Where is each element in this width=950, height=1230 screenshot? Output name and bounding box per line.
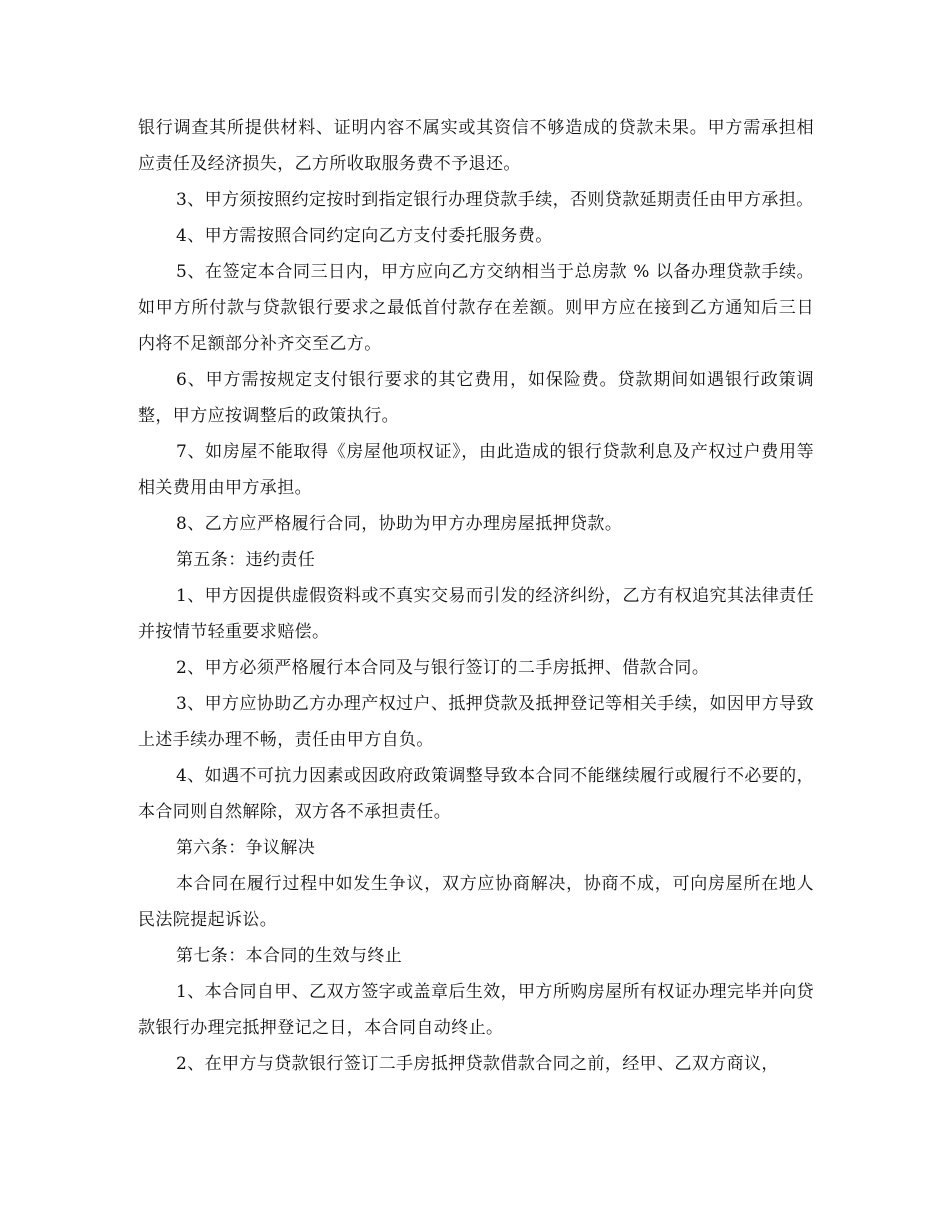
- clause-4-item-6: 6、甲方需按规定支付银行要求的其它费用，如保险费。贷款期间如遇银行政策调整，甲方应按调整后的政策执行。: [138, 370, 814, 426]
- clause-4-item-4: 4、甲方需按照合同约定向乙方支付委托服务费。: [176, 226, 553, 246]
- document-body: [138, 110, 814, 1082]
- clause-7-item-1: 1、本合同自甲、乙双方签字或盖章后生效，甲方所购房屋所有权证办理完毕并向贷款银行办理完抵押登记之日，本合同自动终止。: [138, 982, 814, 1038]
- clause-5-item-1: 1、甲方因提供虚假资料或不真实交易而引发的经济纠纷，乙方有权追究其法律责任并按情节轻重要求赔偿。: [138, 586, 814, 642]
- section-heading-5: 第五条：违约责任: [176, 550, 316, 570]
- section-heading-6: 第六条：争议解决: [176, 838, 316, 858]
- clause-5-item-4: 4、如遇不可抗力因素或因政府政策调整导致本合同不能继续履行或履行不必要的，本合同则自然解除，双方各不承担责任。: [138, 766, 814, 822]
- clause-4-item-3: 3、甲方须按照约定按时到指定银行办理贷款手续，否则贷款延期责任由甲方承担。: [176, 190, 814, 210]
- section-heading-7: 第七条：本合同的生效与终止: [176, 946, 403, 966]
- clause-4-item-5: 5、在签定本合同三日内，甲方应向乙方交纳相当于总房款 % 以备办理贷款手续。如甲方所付款与贷款银行要求之最低首付款存在差额。则甲方应在接到乙方通知后三日内将不足额部分补齐交至乙方。: [138, 262, 814, 354]
- clause-4-item-8: 8、乙方应严格履行合同，协助为甲方办理房屋抵押贷款。: [176, 514, 623, 534]
- clause-6-body: 本合同在履行过程中如发生争议，双方应协商解决，协商不成，可向房屋所在地人民法院提起诉讼。: [138, 874, 814, 930]
- clause-5-item-3: 3、甲方应协助乙方办理产权过户、抵押贷款及抵押登记等相关手续，如因甲方导致上述手续办理不畅，责任由甲方自负。: [138, 694, 814, 750]
- clause-7-item-2: 2、在甲方与贷款银行签订二手房抵押贷款借款合同之前，经甲、乙双方商议，: [176, 1054, 779, 1074]
- clause-4-item-7: 7、如房屋不能取得《房屋他项权证》，由此造成的银行贷款利息及产权过户费用等相关费用由甲方承担。: [138, 442, 814, 498]
- clause-5-item-2: 2、甲方必须严格履行本合同及与银行签订的二手房抵押、借款合同。: [176, 658, 710, 678]
- paragraph-continuation: 银行调查其所提供材料、证明内容不属实或其资信不够造成的贷款未果。甲方需承担相应责任及经济损失，乙方所收取服务费不予退还。: [138, 118, 814, 174]
